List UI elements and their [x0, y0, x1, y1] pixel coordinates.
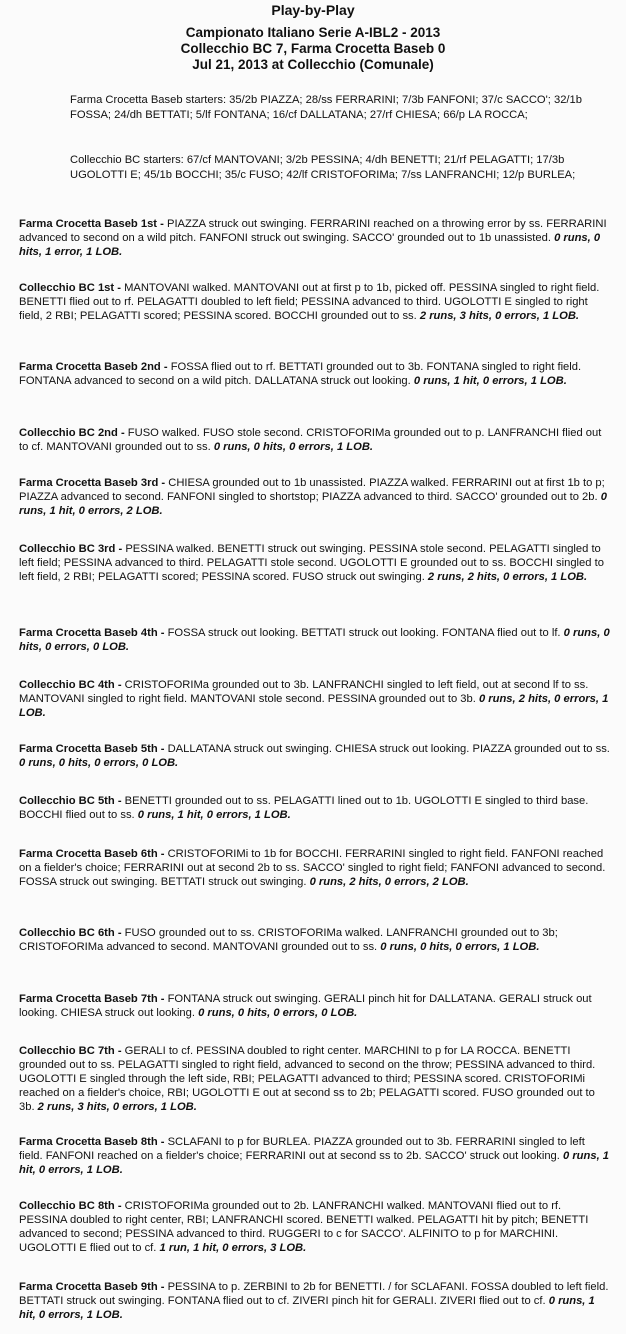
inning-plays: CHIESA grounded out to 1b unassisted. PIAZZA walked. FERRARINI out at first 1b to p; PIAZZA advanced to second. FANFONI singled to shortstop; PIAZZA advanced to third. SACCO' grounded out to 2b.: [19, 477, 605, 503]
inning-team: Farma Crocetta Baseb 7th -: [19, 993, 165, 1005]
inning-entry: [19, 218, 611, 260]
inning-team: Farma Crocetta Baseb 1st -: [19, 218, 164, 230]
inning-team: Farma Crocetta Baseb 5th -: [19, 743, 165, 755]
inning-entry: [19, 993, 611, 1021]
inning-plays: CRISTOFORIMa grounded out to 3b. LANFRANCHI singled to left field, out at second lf to ss. MANTOVANI singled to right field. MANTOVANI stole second. PESSINA grounded out to 3b.: [19, 679, 589, 705]
inning-plays: PESSINA walked. BENETTI struck out swinging. PESSINA stole second. PELAGATTI singled to left field; PESSINA advanced to third. PELAGATTI stole second. UGOLOTTI E grounded out to ss. BOCCHI singled to left field, 2 RBI; PELAGATTI scored; PESSINA scored. FUSO struck out swinging.: [19, 543, 604, 583]
inning-plays: MANTOVANI walked. MANTOVANI out at first p to 1b, picked off. PESSINA singled to right field. BENETTI flied out to rf. PELAGATTI doubled to left field; PESSINA advanced to third. UGOLOTTI E singled to right field, 2 RBI; PELAGATTI scored; PESSINA scored. BOCCHI grounded out to ss.: [19, 282, 600, 322]
inning-team: Farma Crocetta Baseb 8th -: [19, 1136, 165, 1148]
inning-plays: DALLATANA struck out swinging. CHIESA struck out looking. PIAZZA grounded out to ss.: [167, 743, 610, 755]
inning-plays: BENETTI grounded out to ss. PELAGATTI lined out to 1b. UGOLOTTI E singled to third base. BOCCHI flied out to ss.: [19, 795, 589, 821]
inning-team: Farma Crocetta Baseb 4th -: [19, 627, 165, 639]
inning-team: Farma Crocetta Baseb 9th -: [19, 1281, 165, 1293]
inning-entry: [19, 282, 611, 324]
inning-plays: FUSO grounded out to ss. CRISTOFORIMa walked. LANFRANCHI grounded out to 3b; CRISTOFORIMa advanced to second. MANTOVANI grounded out to ss.: [19, 927, 558, 953]
inning-entry: [19, 679, 611, 721]
inning-summary: 0 runs, 0 hits, 1 error, 1 LOB.: [19, 231, 601, 258]
inning-summary: 0 runs, 2 hits, 0 errors, 1 LOB.: [19, 692, 609, 719]
inning-summary: 0 runs, 1 hit, 0 errors, 1 LOB.: [19, 1149, 610, 1176]
inning-plays: FUSO walked. FUSO stole second. CRISTOFORIMa grounded out to p. LANFRANCHI flied out to cf. MANTOVANI grounded out to ss.: [19, 427, 602, 453]
inning-entry: [19, 927, 611, 955]
page-title: Play-by-Play: [271, 2, 355, 18]
league-title: Campionato Italiano Serie A-IBL2 - 2013: [185, 25, 441, 40]
inning-summary: 2 runs, 3 hits, 0 errors, 1 LOB.: [419, 309, 580, 322]
inning-entry: [19, 1281, 611, 1323]
inning-team: Collecchio BC 1st -: [19, 282, 121, 294]
inning-team: Collecchio BC 8th -: [19, 1200, 122, 1212]
inning-plays: CRISTOFORIMi to 1b for BOCCHI. FERRARINI singled to right field. FANFONI reached on a fielder's choice; FERRARINI out at second 2b to ss. SACCO' singled to right field; FANFONI advanced to second. FOSSA struck out swinging. BETTATI struck out swinging.: [19, 848, 606, 888]
inning-entry: [19, 1045, 611, 1115]
inning-summary: 0 runs, 1 hit, 0 errors, 1 LOB.: [413, 374, 567, 387]
inning-entry: [19, 427, 611, 455]
inning-plays: PIAZZA struck out swinging. FERRARINI reached on a throwing error by ss. FERRARINI advanced to second on a wild pitch. FANFONI struck out swinging. SACCO' grounded out to 1b unassisted.: [19, 218, 607, 244]
inning-summary: 0 runs, 1 hit, 0 errors, 1 LOB.: [137, 808, 291, 821]
inning-summary: 2 runs, 3 hits, 0 errors, 1 LOB.: [37, 1100, 197, 1113]
inning-summary: 0 runs, 1 hit, 0 errors, 2 LOB.: [19, 490, 607, 517]
inning-team: Farma Crocetta Baseb 6th -: [19, 848, 165, 860]
inning-entry: [19, 743, 611, 771]
inning-team: Collecchio BC 5th -: [19, 795, 122, 807]
inning-summary: 1 run, 1 hit, 0 errors, 3 LOB.: [159, 1241, 307, 1254]
inning-entry: [19, 1200, 611, 1256]
inning-plays: PESSINA to p. ZERBINI to 2b for BENETTI. / for SCLAFANI. FOSSA doubled to left field. BETTATI struck out swinging. FONTANA flied out to cf. ZIVERI pinch hit for GERALI. ZIVERI flied out to cf.: [19, 1281, 609, 1307]
inning-plays: FOSSA flied out to rf. BETTATI grounded out to 3b. FONTANA singled to right field. FONTANA advanced to second on a wild pitch. DALLATANA struck out looking.: [19, 361, 582, 387]
inning-entry: [19, 848, 611, 890]
inning-summary: 0 runs, 0 hits, 0 errors, 0 LOB.: [19, 756, 179, 769]
inning-entry: [19, 361, 611, 389]
inning-plays: FOSSA struck out looking. BETTATI struck out looking. FONTANA flied out to lf.: [167, 627, 561, 639]
inning-entry: [19, 543, 611, 585]
inning-team: Collecchio BC 2nd -: [19, 427, 125, 439]
inning-entry: [19, 1136, 611, 1178]
inning-summary: 0 runs, 0 hits, 0 errors, 0 LOB.: [19, 627, 610, 653]
inning-summary: 0 runs, 1 hit, 0 errors, 1 LOB.: [19, 1294, 595, 1321]
inning-team: Collecchio BC 3rd -: [19, 543, 123, 555]
inning-plays: CRISTOFORIMa grounded out to 2b. LANFRANCHI walked. MANTOVANI flied out to rf. PESSINA doubled to right center, RBI; LANFRANCHI scored. BENETTI walked. PELAGATTI hit by pitch; BENETTI advanced to second; PESSINA advanced to third. RUGGERI to c for SACCO'. ALFINITO to p for MARCHINI. UGOLOTTI E flied out to cf.: [19, 1200, 589, 1254]
inning-summary: 0 runs, 0 hits, 0 errors, 1 LOB.: [213, 440, 374, 453]
inning-team: Collecchio BC 7th -: [19, 1045, 122, 1057]
inning-summary: 0 runs, 0 hits, 0 errors, 0 LOB.: [198, 1006, 358, 1019]
home-starters: Collecchio BC starters: 67/cf MANTOVANI; 3/2b PESSINA; 4/dh BENETTI; 21/rf PELAGATTI; 17/3b UGOLOTTI E; 45/1b BOCCHI; 35/c FUSO; 42/lf CRISTOFORIMa; 7/ss LANFRANCHI; 12/p BURLEA;: [70, 154, 576, 181]
inning-summary: 2 runs, 2 hits, 0 errors, 1 LOB.: [427, 570, 588, 583]
inning-plays: GERALI to cf. PESSINA doubled to right center. MARCHINI to p for LA ROCCA. BENETTI grounded out to ss. PELAGATTI singled to right field, advanced to second on the throw; PESSINA advanced to third. UGOLOTTI E singled through the left side, RBI; PELAGATTI advanced to third; PESSINA scored. CRISTOFORIMi reached on a fielder's choice, RBI; UGOLOTTI E out at second ss to 2b; PELAGATTI scored. FUSO grounded out to 3b.: [19, 1045, 596, 1113]
inning-team: Collecchio BC 6th -: [19, 927, 122, 939]
inning-summary: 0 runs, 2 hits, 0 errors, 2 LOB.: [309, 875, 469, 888]
inning-team: Collecchio BC 4th -: [19, 679, 122, 691]
inning-entry: [19, 477, 611, 519]
visitor-starters: Farma Crocetta Baseb starters: 35/2b PIAZZA; 28/ss FERRARINI; 7/3b FANFONI; 37/c SACCO'; 32/1b FOSSA; 24/dh BETTATI; 5/lf FONTANA; 16/cf DALLATANA; 27/rf CHIESA; 66/p LA ROCCA;: [70, 94, 582, 121]
inning-team: Farma Crocetta Baseb 2nd -: [19, 361, 168, 373]
inning-entry: [19, 795, 611, 823]
inning-plays: FONTANA struck out swinging. GERALI pinch hit for DALLATANA. GERALI struck out looking. CHIESA struck out looking.: [19, 993, 592, 1019]
game-date-place: Jul 21, 2013 at Collecchio (Comunale): [192, 57, 434, 72]
inning-entry: [19, 627, 611, 655]
game-score: Collecchio BC 7, Farma Crocetta Baseb 0: [180, 41, 446, 56]
inning-team: Farma Crocetta Baseb 3rd -: [19, 477, 166, 489]
inning-summary: 0 runs, 0 hits, 0 errors, 1 LOB.: [380, 940, 540, 953]
inning-plays: SCLAFANI to p for BURLEA. PIAZZA grounded out to 3b. FERRARINI singled to left field. FANFONI reached on a fielder's choice; FERRARINI out at second ss to 2b. SACCO' struck out looking.: [19, 1136, 585, 1162]
